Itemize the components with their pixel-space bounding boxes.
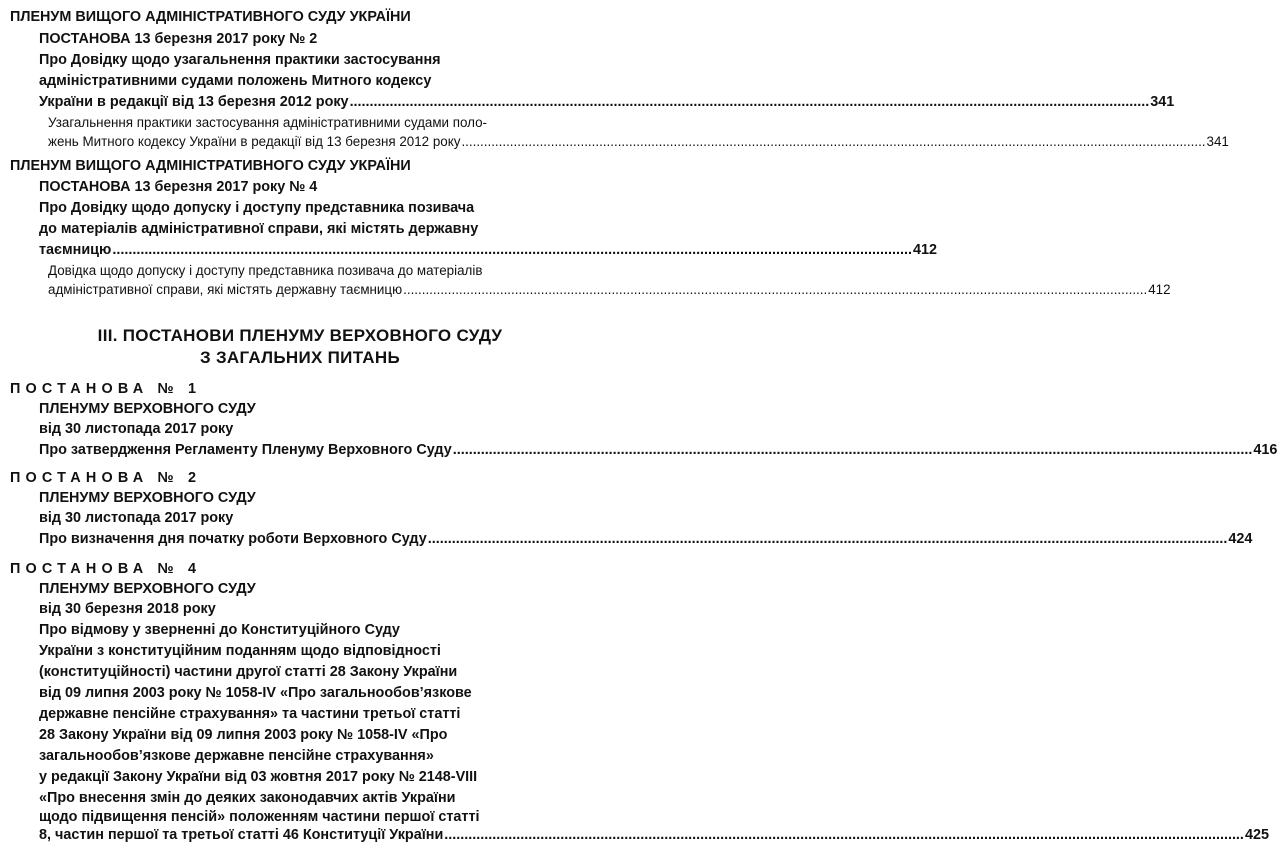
leader-dots: ........................................................................................................................................................................................................ (427, 531, 1228, 547)
resolution-4-title-line: 28 Закону України від 09 липня 2003 року № 1058-IV «Про (39, 727, 448, 743)
resolution-4-title-line: «Про внесення змін до деяких законодавчих актів України (39, 790, 456, 806)
resolution-1-title-text: Про затвердження Регламенту Пленуму Верховного Суду (39, 442, 452, 458)
entry-1-title-lastline[interactable] (39, 93, 1175, 111)
resolution-4-heading: ПОСТАНОВА № 4 (10, 561, 202, 577)
resolution-2-page-number: 424 (1228, 531, 1253, 547)
resolution-4-title-text: 8, частин першої та третьої статті 46 Конституції України (39, 827, 444, 843)
resolution-2-title[interactable] (39, 530, 1253, 548)
resolution-4-plenum: ПЛЕНУМУ ВЕРХОВНОГО СУДУ (39, 581, 256, 597)
resolution-4-title-line: України з конституційним поданням щодо відповідності (39, 643, 441, 659)
entry-2-page-number: 412 (912, 242, 937, 258)
section-heading-line-2: З ЗАГАЛЬНИХ ПИТАНЬ (200, 348, 400, 367)
resolution-1-title[interactable] (39, 441, 1277, 459)
resolution-4-title-line: загальнообов’язкове державне пенсійне страхування» (39, 748, 434, 764)
entry-1-page-number: 341 (1150, 94, 1175, 110)
resolution-1-plenum: ПЛЕНУМУ ВЕРХОВНОГО СУДУ (39, 401, 256, 417)
resolution-2-plenum: ПЛЕНУМУ ВЕРХОВНОГО СУДУ (39, 490, 256, 506)
entry-2-resolution: ПОСТАНОВА 13 березня 2017 року № 4 (39, 179, 318, 195)
entry-2-sub-line: Довідка щодо допуску і доступу представника позивача до матеріалів (48, 263, 483, 278)
leader-dots: ........................................................................................................................................................................................................ (112, 242, 912, 258)
leader-dots: ........................................................................................................................................................................................................ (452, 442, 1253, 458)
resolution-2-date: від 30 листопада 2017 року (39, 510, 234, 526)
resolution-4-page-number: 425 (1244, 827, 1269, 843)
section-heading-line-1: ІІІ. ПОСТАНОВИ ПЛЕНУМУ ВЕРХОВНОГО СУДУ (97, 326, 503, 345)
entry-1-title-line: адміністративними судами положень Митного кодексу (39, 73, 432, 89)
resolution-4-date: від 30 березня 2018 року (39, 601, 216, 617)
resolution-1-heading: ПОСТАНОВА № 1 (10, 381, 202, 397)
resolution-2-title-text: Про визначення дня початку роботи Верховного Суду (39, 531, 427, 547)
entry-2-plenum: ПЛЕНУМ ВИЩОГО АДМІНІСТРАТИВНОГО СУДУ УКРАЇНИ (10, 158, 411, 174)
entry-2-sub-page-number: 412 (1148, 282, 1171, 297)
leader-dots: ........................................................................................................................................................................................................ (444, 827, 1244, 843)
leader-dots: ........................................................................................................................................................................................................ (461, 134, 1206, 149)
leader-dots: ........................................................................................................................................................................................................ (403, 282, 1148, 297)
entry-2-title-lastline[interactable] (39, 241, 937, 259)
entry-2-title-text: таємницю (39, 242, 112, 258)
resolution-4-title-lastline[interactable] (39, 826, 1269, 844)
leader-dots: ........................................................................................................................................................................................................ (349, 94, 1150, 110)
entry-1-resolution: ПОСТАНОВА 13 березня 2017 року № 2 (39, 31, 318, 47)
resolution-4-title-line: у редакції Закону України від 03 жовтня 2017 року № 2148-VIII (39, 769, 478, 785)
resolution-1-date: від 30 листопада 2017 року (39, 421, 234, 437)
entry-1-sub-lastline[interactable] (48, 133, 1229, 151)
entry-1-plenum: ПЛЕНУМ ВИЩОГО АДМІНІСТРАТИВНОГО СУДУ УКРАЇНИ (10, 9, 411, 25)
resolution-4-title-line: щодо підвищення пенсій» положенням частини першої статті (39, 809, 480, 825)
entry-1-sub-line: Узагальнення практики застосування адміністративними судами поло- (48, 115, 488, 130)
entry-2-sub-text: адміністративної справи, які містять державну таємницю (48, 282, 403, 297)
resolution-1-page-number: 416 (1253, 442, 1277, 458)
entry-2-title-line: до матеріалів адміністративної справи, які містять державну (39, 221, 479, 237)
entry-1-sub-text: жень Митного кодексу України в редакції від 13 березня 2012 року (48, 134, 461, 149)
resolution-4-title-line: Про відмову у зверненні до Конституційного Суду (39, 622, 400, 638)
entry-1-title-text: України в редакції від 13 березня 2012 року (39, 94, 349, 110)
resolution-4-title-line: державне пенсійне страхування» та частини третьої статті (39, 706, 461, 722)
resolution-4-title-line: (конституційності) частини другої статті 28 Закону України (39, 664, 458, 680)
entry-2-title-line: Про Довідку щодо допуску і доступу представника позивача (39, 200, 475, 216)
resolution-4-title-line: від 09 липня 2003 року № 1058-IV «Про загальнообов’язкове (39, 685, 472, 701)
entry-1-sub-page-number: 341 (1206, 134, 1229, 149)
entry-1-title-line: Про Довідку щодо узагальнення практики застосування (39, 52, 441, 68)
resolution-2-heading: ПОСТАНОВА № 2 (10, 470, 202, 486)
entry-2-sub-lastline[interactable] (48, 281, 1171, 299)
